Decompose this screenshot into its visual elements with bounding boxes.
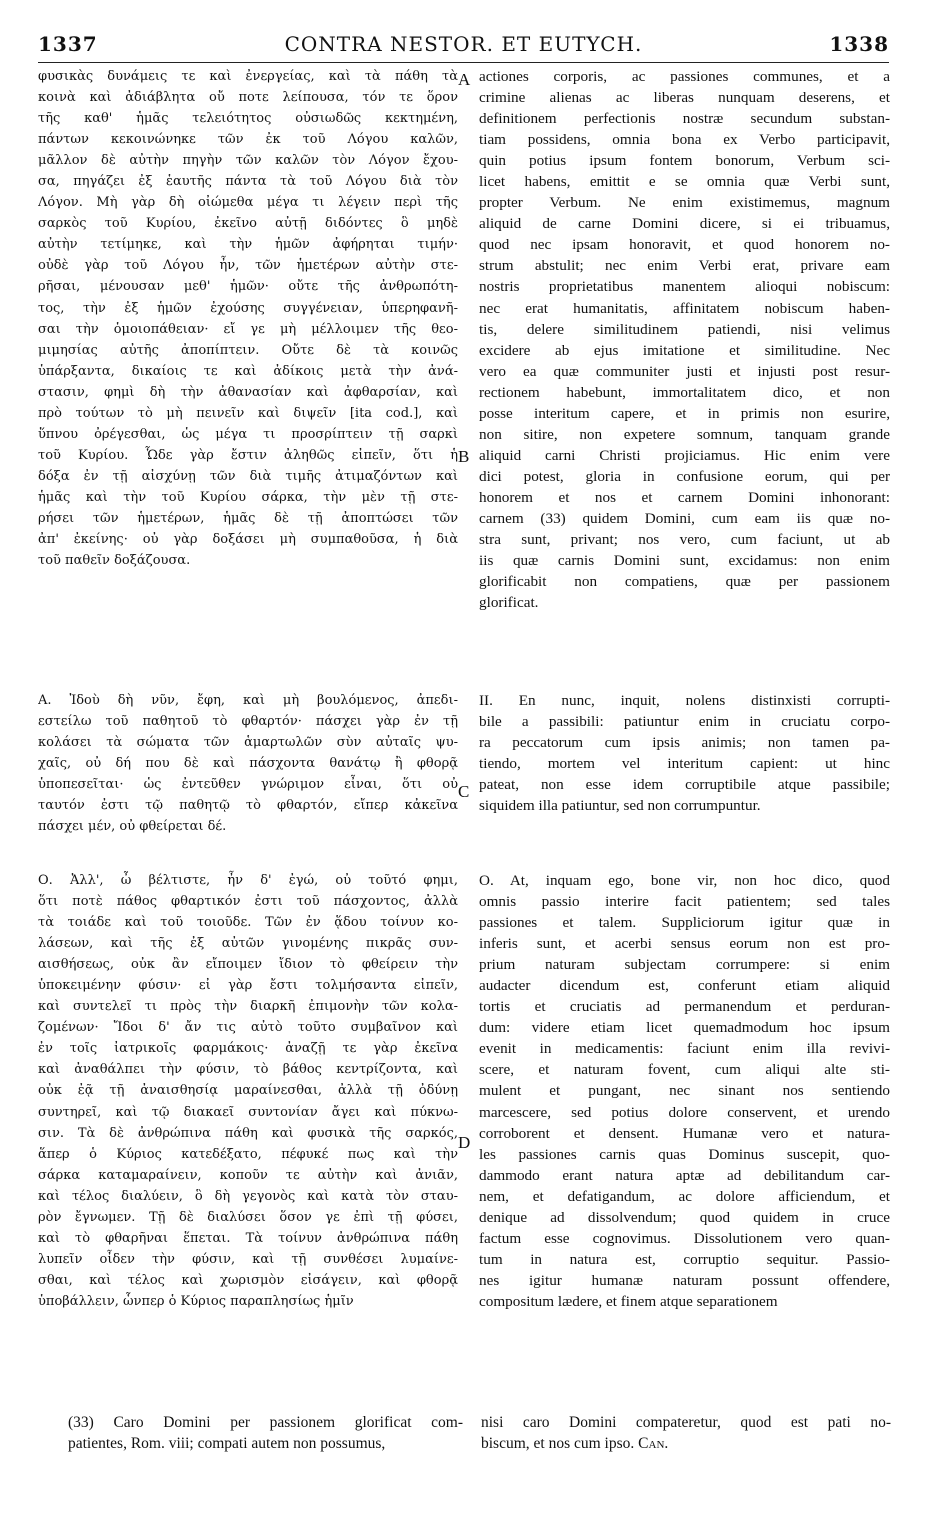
latin-paragraph-2 <box>479 690 890 816</box>
greek-paragraph-2 <box>38 690 458 837</box>
text-line: pateat, non esse idem corruptibile atque passibile; <box>479 776 890 794</box>
text-line: δόξα ἐν τῇ αἰσχύνῃ τῶν διὰ τιμῆς ἀτιμαζόντων καὶ <box>38 468 458 484</box>
text-line: quin potius ipsum fontem bonorum, Verbum sci- <box>479 152 890 170</box>
text-line: crimine alienas ac liberas nunquam deserens, et <box>479 89 890 107</box>
text-line: ὑποβάλλειν, ὧνπερ ὁ Κύριος παραπλησίως ἡμῖν <box>38 1293 354 1309</box>
text-line: Λόγον. Μὴ γὰρ δὴ οἰώμεθα μέγα τι λέγειν περὶ τῆς <box>38 195 458 211</box>
text-line: corroborent et densent. Humanæ vero et natura- <box>479 1124 890 1142</box>
text-line: ὑποπεσεῖται· ὡς ἐντεῦθεν γνώριμον εἶναι, ὅτι οὐ <box>38 777 458 793</box>
margin-marker-c: C <box>458 782 470 801</box>
text-line: Α. Ἰδοὺ δὴ νῦν, ἔφη, καὶ μὴ βουλόμενος, ἀπεδι- <box>38 693 458 708</box>
text-line: τος, τὴν ἐξ ἡμῶν ἐχούσης συγγένειαν, ὑπερηφανῆ- <box>38 300 458 316</box>
text-line: φυσικὰς δυνάμεις τε καὶ ἐνεργείας, καὶ τὰ πάθη τὰ <box>38 69 458 84</box>
footnote-right <box>481 1412 891 1454</box>
text-line: quod nec ipsam honoravit, et quod honorem no- <box>479 236 890 254</box>
text-line: σιν. Τὰ δὲ ἀνθρώπινα πάθη καὶ φυσικὰ τῆς σαρκός, <box>38 1125 458 1141</box>
text-line: excidere ab ejus imitatione et similitudine. Nec <box>479 341 890 359</box>
text-line: dammodo erant natura aptæ ad debilitandum car- <box>479 1166 890 1184</box>
text-line: σάρκα καταμαραίνειν, κοποῦν τε αὐτὴν καὶ ἀνιᾶν, <box>38 1167 458 1183</box>
text-line: ἐν τοῖς ἰατρικοῖς φαρμάκοις· ἀναζῇ τε γὰρ ἐκεῖνα <box>38 1041 458 1057</box>
greek-paragraph-1 <box>38 66 458 571</box>
text-line: τοῦ Κυρίου. Ὧδε γὰρ ἔστιν ἀληθῶς εἰπεῖν, ὅτι ἡ <box>38 447 458 463</box>
text-line: τῆς καθ' ἡμᾶς τελειότητος οὐσιωδῶς κεκτημένη, <box>38 111 458 127</box>
text-line: σα, πηγάζει ἐξ ἑαυτῆς πάντα τὰ τοῦ Λόγου διὰ τὸν <box>38 174 458 190</box>
text-line: O. At, inquam ego, bone vir, non hoc dico, quod <box>479 872 890 889</box>
page-number-left: 1337 <box>38 32 98 56</box>
text-line: factum esse cognovimus. Dissolutionem vero quan- <box>479 1229 890 1247</box>
text-line: aliquid de carne Domini dicere, si ei tribuamus, <box>479 215 890 233</box>
footnote-right-line <box>481 1433 891 1454</box>
text-line: λυπεῖν οἶδεν τὴν φύσιν, καὶ τῇ συνθέσει λυμαίνε- <box>38 1251 458 1267</box>
text-line: ταυτόν ἐστι τῷ παθητῷ τὸ φθαρτόν, εἴπερ κἀκεῖνα <box>38 798 458 814</box>
text-line: aliquid carni Christi projiciamus. Hic enim vere <box>479 446 890 464</box>
text-line: omnis passio interire facit patientem; sed tales <box>479 893 890 911</box>
text-line: καὶ ἀναθάλπει τὴν φύσιν, τὸ βάθος κεντρίζοντα, καὶ <box>38 1062 458 1078</box>
text-line: σαρκὸς τοῦ Κυρίου, ἐκεῖνο αὐτῇ διδόντες ὃ μηδὲ <box>38 216 458 232</box>
text-line: nec erat humanitatis, affinitatem nobiscum haben- <box>479 299 890 317</box>
text-line: πρὸ τούτων τὸ μὴ πεινεῖν καὶ διψεῖν [ita cod.], καὶ <box>38 405 458 421</box>
text-line: scere, et naturam fovent, cum aliqui alte sti- <box>479 1061 890 1079</box>
text-line: nem, et defatigandum, ac dolore afficiendum, et <box>479 1187 890 1205</box>
footnote-left <box>68 1412 463 1454</box>
text-line: ρῆσαι, μένουσαν μεθ' ἡμῶν· οὔτε τῆς ἀνθρωπότη- <box>38 279 458 295</box>
text-line: λάσεων, καὶ τῆς ἐξ αὐτῶν γινομένης πικρᾶς συν- <box>38 936 458 952</box>
text-line: ἀπ' ἐκείνης· οὐ γὰρ δοξάσει μὴ συμπαθοῦσα, ἡ διὰ <box>38 532 458 548</box>
text-line: κολάσει τὰ σώματα τῶν ἁμαρτωλῶν σὺν αὐταῖς ψυ- <box>38 735 458 751</box>
text-line: marcescere, sed potius dolore conservent, et urendo <box>479 1103 890 1121</box>
text-line: καὶ τέλος διαλύειν, ὃ δὴ γεγονὸς καὶ κατὰ τὸν σταυ- <box>38 1188 458 1204</box>
footnote-right-line: nisi caro Domini compateretur, quod est pati no- <box>481 1414 891 1431</box>
text-line: μᾶλλον δὲ αὐτὴν πηγὴν τῶν καλῶν τὸν Λόγον ἔχου- <box>38 153 458 169</box>
text-line: dum: videre etiam licet quemadmodum hoc ipsum <box>479 1019 890 1037</box>
text-line: prium naturam subjectam corrumpere: si enim <box>479 956 890 974</box>
footnote-right-text: biscum, et nos cum ipso. <box>481 1435 635 1452</box>
text-line: non sitire, non expetere somnum, tanquam grande <box>479 425 890 443</box>
text-line: οὐδὲ γὰρ τοῦ Λόγου ἦν, τῶν ἡμετέρων αὐτὴν στε- <box>38 258 458 274</box>
text-line: οὐκ ἐᾷ τῇ ἀναισθησίᾳ μαραίνεσθαι, ἀλλὰ τῇ ὀδύνῃ <box>38 1083 458 1099</box>
text-line: tiam possidens, omnia bona ex Verbo participavit, <box>479 131 890 149</box>
text-line: tum in natura est, corruptio sequitur. Passio- <box>479 1250 890 1268</box>
header-rule <box>38 62 889 63</box>
text-line: inferis sunt, et acerbi sensus eorum non est pro- <box>479 935 890 953</box>
text-line: definitionem perfectionis nostræ secundum substan- <box>479 110 890 128</box>
text-line: mulent et pungant, nec sinant nos sentiendo <box>479 1082 890 1100</box>
text-line: licet habens, emittit e se omnia quæ Verbi sunt, <box>479 173 890 191</box>
text-line: συντηρεῖ, καὶ τῷ διακαεῖ συντονίαν ἄγει καὶ πύκνω- <box>38 1104 458 1120</box>
text-line: evenit in medicamentis: faciunt enim illa revivi- <box>479 1040 890 1058</box>
running-title: CONTRA NESTOR. ET EUTYCH. <box>284 32 643 56</box>
text-line: rectionem habebunt, immortalitatem dico, et non <box>479 383 890 401</box>
text-line: nostris proprietatibus manentem alioqui nobiscum: <box>479 278 890 296</box>
margin-marker-a: A <box>458 70 471 89</box>
text-line: κοινὰ καὶ ἀδιάβλητα οὔ ποτε λείπουσα, τόν τε ὅρον <box>38 90 458 106</box>
text-line: πάσχει μέν, οὐ φθείρεται δέ. <box>38 819 227 835</box>
text-line: ra peccatorum cum ipsis animis; non tamen pa- <box>479 734 890 752</box>
text-line: passiones et talem. Suppliciorum igitur quæ in <box>479 914 890 932</box>
text-line: χαῖς, οὐ δή που δὲ καὶ πάσχοντα θανάτῳ ἢ φθορᾷ <box>38 756 458 772</box>
text-line: σθαι, καὶ τέλος καὶ χωρισμὸν εἰσάγειν, καὶ φθορᾷ <box>38 1272 458 1288</box>
text-line: audacter dicendum est, conferunt etiam aliquid <box>479 977 890 995</box>
text-line: ὕπνου ὀρέγεσθαι, ὡς μέγα τι προσρίπτειν τῇ σαρκὶ <box>38 426 458 442</box>
text-line: ὑπάρξαντα, δικαίοις τε καὶ ἀδίκοις μετὰ τὴν ἀνά- <box>38 363 458 379</box>
text-line: compositum lædere, et finem atque separationem <box>479 1292 778 1310</box>
text-line: εστείλω τοῦ παθητοῦ τὸ φθαρτόν· πάσχει γὰρ ἐν τῇ <box>38 714 458 730</box>
text-line: strum abstulit; nec enim Verbi erat, privare eam <box>479 257 890 275</box>
text-line: ὅτι ποτὲ πάθος φθαρτικόν ἐστι τοῦ πάσχοντος, ἀλλὰ <box>38 894 458 910</box>
text-line: dici potest, gloria in confusione eorum, qui per <box>479 467 890 485</box>
text-line: ἅπερ ὁ Κύριος κατεδέξατο, πέφυκέ πως καὶ τὴν <box>38 1146 458 1162</box>
text-line: ρὸν ἔγνωμεν. Τῇ δὲ διαλύσει ὅσον γε ἐπὶ τῇ φύσει, <box>38 1209 458 1225</box>
text-line: glorificabit non compatiens, quæ per passionem <box>479 573 890 591</box>
text-line: ρήσει τῶν ἡμετέρων, ἡμᾶς δὲ τῇ ἀποπτώσει τῶν <box>38 510 458 526</box>
text-line: καὶ συντελεῖ τι πρὸς τὴν διαρκῆ ἐπιμονὴν τῶν κολα- <box>38 999 458 1015</box>
text-line: les passiones carnis quas Dominus suscepit, quo- <box>479 1145 890 1163</box>
text-line: siquidem illa patiuntur, sed non corrumpuntur. <box>479 797 761 815</box>
text-line: τὰ τοιάδε καὶ τοῦ τοιοῦδε. Τῶν ἐν ᾅδου τοίνυν κο- <box>38 915 458 931</box>
text-line: propter Verbum. Ne enim existimemus, magnum <box>479 194 890 212</box>
text-line: Ο. Ἀλλ', ὦ βέλτιστε, ἦν δ' ἐγώ, οὐ τοῦτό φημι, <box>38 873 458 888</box>
text-line: bile a passibili: patiuntur enim in cruciatu corpo- <box>479 713 890 731</box>
text-line: patientes, Rom. viii; compati autem non possumus, <box>68 1435 386 1452</box>
text-line: αὐτὴν τετίμηκε, καὶ τὴν ἡμῶν ἀφήρηται τιμήν· <box>38 237 458 253</box>
text-line: tis, delere similitudinem patiendi, nisi velimus <box>479 320 890 338</box>
footnote-signature: Can. <box>638 1435 669 1452</box>
text-line: nes igitur humanæ naturam possunt offendere, <box>479 1271 890 1289</box>
text-line: II. En nunc, inquit, nolens distinxisti corrupti- <box>479 692 890 709</box>
text-line: μιμησίας αὐτῆς ἀποπίπτειν. Οὔτε δὲ τὰ κοινῶς <box>38 342 458 358</box>
text-line: τοῦ παθεῖν δοξάζουσα. <box>38 553 191 569</box>
margin-marker-b: B <box>458 447 470 466</box>
text-line: carnem (33) quidem Domini, cum eam iis quæ no- <box>479 509 890 527</box>
text-line: ζομένων· Ἴδοι δ' ἄν τις αὐτὸ τοῦτο συμβαῖνον καὶ <box>38 1020 458 1036</box>
text-line: στασιν, φημὶ δὴ τὴν ἀθανασίαν καὶ ἀφθαρσίαν, καὶ <box>38 384 458 400</box>
latin-paragraph-1 <box>479 66 890 613</box>
text-line: (33) Caro Domini per passionem glorificat com- <box>68 1414 463 1431</box>
text-line: tiendo, mortem vel interitum capient: ut hinc <box>479 755 890 773</box>
text-line: ἡμᾶς καὶ τὴν τοῦ Κυρίου σάρκα, τὴν μὲν τῇ στε- <box>38 489 458 505</box>
latin-paragraph-3 <box>479 870 890 1312</box>
text-line: glorificat. <box>479 594 539 612</box>
text-line: καὶ τὸ φθαρῆναι ἕπεται. Τὰ τοίνυν ἀνθρώπινα πάθη <box>38 1230 458 1246</box>
text-line: posse interitum capere, et in primis non esurire, <box>479 404 890 422</box>
text-line: tortis et cruciatis ad permanendum et perduran- <box>479 998 890 1016</box>
text-line: honorem et nos et carnem Domini inhonorant: <box>479 488 890 506</box>
text-line: σαι τὴν ὁμοιοπάθειαν· εἴ γε μὴ μέλλοιμεν τῆς θεο- <box>38 321 458 337</box>
text-line: actiones corporis, ac passiones communes, et a <box>479 68 890 85</box>
text-line: iis quæ carnis Domini sunt, excidamus: non enim <box>479 552 890 570</box>
text-line: vero ea quæ communiter justi et injusti post resur- <box>479 362 890 380</box>
text-line: ὑποκειμένην φύσιν· εἰ γὰρ ἔστι τολμήσαντα εἰπεῖν, <box>38 978 458 994</box>
text-line: denique ad dissolvendum; quod quidem in cruce <box>479 1208 890 1226</box>
margin-marker-d: D <box>458 1133 471 1152</box>
greek-paragraph-3 <box>38 870 458 1312</box>
text-line: stra sunt, privant; nos vero, cum faciunt, ut ab <box>479 531 890 549</box>
text-line: αισθήσεως, οὐκ ἂν εἴποιμεν ἴδιον τὸ φθείρειν τὴν <box>38 957 458 973</box>
page-number-right: 1338 <box>829 32 889 56</box>
text-line: πάντων κεκοινώνηκε τῶν ἐκ τοῦ Λόγου καλῶν, <box>38 132 458 148</box>
